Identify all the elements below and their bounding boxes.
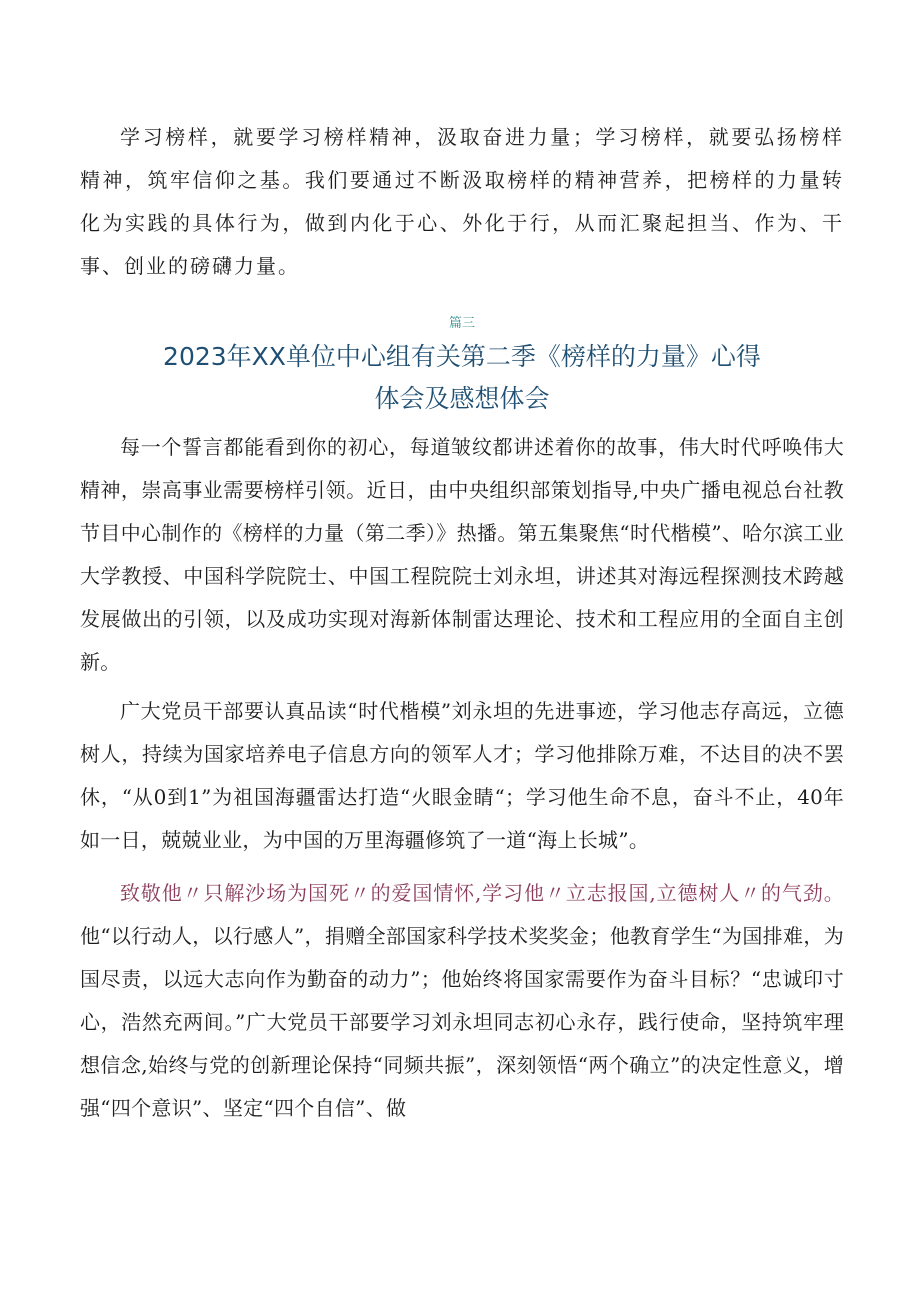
paragraph-body-2: 广大党员干部要认真品读“时代楷模”刘永坦的先进事迹，学习他志存高远，立德树人，持续为国家培养电子信息方向的领军人才；学习他排除万难，不达目的决不罢休，“从0到1”为祖国海疆雷达打造“火眼金睛“；学习他生命不息，奋斗不止，40年如一日，兢兢业业，为中国的万里海疆修筑了一道“海上长城”。 — [80, 699, 844, 852]
paragraph-body-3-text: 他“以行动人，以行感人”，捐赠全部国家科学技术奖奖金；他教育学生“为国排难，为国尽责，以远大志向作为勤奋的动力”；他始终将国家需要作为奋斗目标？“忠诚印寸心，浩然充两间。”广大党员干部要学习刘永坦同志初心永存，践行使命，坚持筑牢理想信念,始终与党的创新理论保持“同频共振”，深刻领悟“两个确立”的决定性意义，增强“四个意识”、坚定“四个自信”、做 — [80, 924, 844, 1120]
paragraph-intro: 学习榜样，就要学习榜样精神，汲取奋进力量；学习榜样，就要弘扬榜样精神，筑牢信仰之基。我们要通过不断汲取榜样的精神营养，把榜样的力量转化为实践的具体行为，做到内化于心、外化于行，从而汇聚起担当、作为、干事、创业的磅礴力量。 — [80, 125, 844, 278]
document-title-line-1: 2023年XX单位中心组有关第二季《榜样的力量》心得 — [163, 342, 761, 371]
section-label: 篇三 — [448, 316, 475, 331]
paragraph-body-3 — [80, 872, 844, 1130]
paragraph-body-1: 每一个誓言都能看到你的初心，每道皱纹都讲述着你的故事，伟大时代呼唤伟大精神，崇高事业需要榜样引领。近日，由中央组织部策划指导,中央广播电视总台社教节目中心制作的《榜样的力量（第二季）》热播。第五集聚焦“时代楷模”、哈尔滨工业大学教授、中国科学院院士、中国工程院院士刘永坦，讲述其对海远程探测技术跨越发展做出的引领，以及成功实现对海新体制雷达理论、技术和工程应用的全面自主创新。 — [80, 435, 844, 674]
document-page — [80, 116, 844, 1130]
highlighted-sentence: 致敬他〃只解沙场为国死〃的爱国情怀,学习他〃立志报国,立德树人〃的气劲。 — [120, 881, 844, 905]
document-title — [80, 336, 844, 420]
document-title-line-2: 体会及感想体会 — [374, 384, 550, 413]
